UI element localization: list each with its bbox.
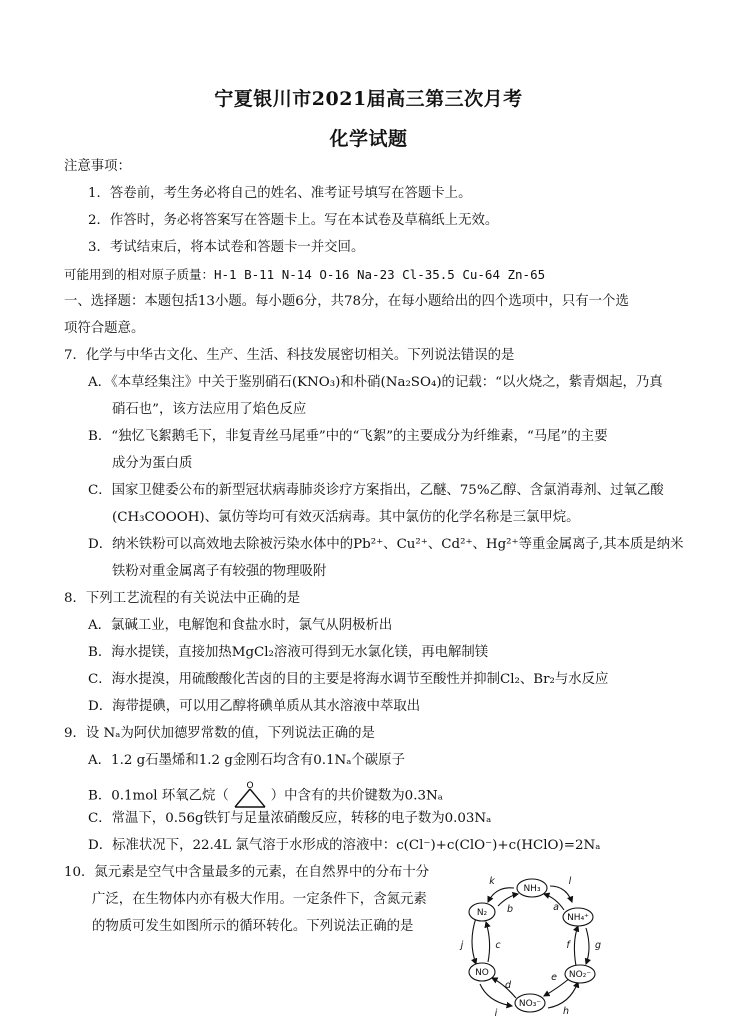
q9-option-a: A．1.2 g石墨烯和1.2 g金刚石均含有0.1Nₐ个碳原子: [88, 753, 405, 768]
notes-heading: 注意事项：: [64, 159, 131, 174]
arrow-f: [574, 926, 578, 966]
node-label-no3: NO₃⁻: [518, 999, 542, 1009]
arrow-label-h: h: [562, 1006, 570, 1017]
node-label-n2: N₂: [476, 908, 488, 918]
arrow-label-i: i: [494, 1008, 498, 1018]
arrow-e: [544, 978, 570, 996]
q8-stem: 8．下列工艺流程的有关说法中正确的是: [64, 591, 301, 606]
note-item-3: 3．考试结束后，将本试卷和答题卡一并交回。: [88, 240, 365, 255]
q7-option-a-line1: A．《本草经集注》中关于鉴别硝石(KNO₃)和朴硝(Na₂SO₄)的记载：“以火烧之，紫青烟起，乃真: [88, 375, 663, 390]
q9-option-b-text-after: ）中含有的共价键数为0.3Nₐ: [270, 788, 443, 804]
arrow-label-d: d: [504, 980, 512, 991]
q9-option-b-text-before: B．0.1mol 环氧乙烷（: [88, 788, 229, 804]
arrow-c: [486, 922, 490, 962]
epoxide-oxygen-label: O: [246, 781, 254, 791]
q9-option-b: [88, 781, 443, 811]
atomic-masses: 可能用到的相对原子质量：H-1 B-11 N-14 O-16 Na-23 Cl-35.5 Cu-64 Zn-65: [64, 267, 546, 282]
note-item-1: 1．答卷前，考生务必将自己的姓名、准考证号填写在答题卡上。: [88, 186, 472, 201]
arrow-label-c: c: [495, 940, 501, 951]
arrow-h: [548, 982, 578, 1008]
node-label-no: NO: [475, 968, 489, 978]
arrow-label-k: k: [489, 876, 495, 887]
q7-stem: 7．化学与中华古文化、生产、生活、科技发展密切相关。下列说法错误的是: [64, 348, 515, 363]
q9-stem: 9．设 Nₐ为阿伏加德罗常数的值，下列说法正确的是: [64, 726, 375, 741]
arrow-g: [586, 928, 589, 964]
arrow-label-j: j: [460, 940, 464, 951]
arrow-l: [550, 886, 572, 902]
q8-option-c: C．海水提溴，用硫酸酸化苦卤的目的主要是将海水调节至酸性并抑制Cl₂、Br₂与水反应: [88, 672, 609, 687]
q7-option-b-line2: 成分为蛋白质: [112, 456, 193, 471]
arrow-label-g: g: [594, 940, 602, 951]
q7-option-a-line2: 硝石也”，该方法应用了焰色反应: [112, 402, 307, 417]
section-instructions-line1: 一、选择题：本题包括13小题。每小题6分，共78分，在每小题给出的四个选项中，只有一个选: [64, 294, 629, 309]
epoxide-ring-icon: [229, 781, 271, 811]
q8-option-b: B．海水提镁，直接加热MgCl₂溶液可得到无水氯化镁，再电解制镁: [88, 645, 489, 660]
arrow-j: [472, 918, 476, 964]
node-label-nh4: NH₄⁺: [567, 913, 589, 923]
nitrogen-cycle-diagram: [452, 872, 612, 1018]
note-item-2: 2．作答时，务必将答案写在答题卡上。写在本试卷及草稿纸上无效。: [88, 213, 499, 228]
q9-option-d: D．标准状况下，22.4L 氯气溶于水形成的溶液中：c(Cl⁻)+c(ClO⁻)+c(HClO)=2Nₐ: [88, 838, 601, 853]
q10-stem-line3: 的物质可发生如图所示的循环转化。下列说法正确的是: [92, 919, 414, 934]
q7-option-b-line1: B．“独忆飞絮鹅毛下，非复青丝马尾垂”中的“飞絮”的主要成分为纤维素，“马尾”的主要: [88, 429, 608, 444]
q8-option-d: D．海带提碘，可以用乙醇将碘单质从其水溶液中萃取出: [88, 699, 421, 714]
q7-option-c-line2: (CH₃COOOH)、氯仿等均可有效灭活病毒。其中氯仿的化学名称是三氯甲烷。: [112, 510, 580, 525]
arrow-k: [488, 888, 514, 902]
node-label-nh3: NH₃: [523, 884, 541, 894]
arrow-label-l: l: [568, 876, 572, 887]
arrow-label-f: f: [566, 940, 570, 951]
q8-option-a: A．氯碱工业，电解饱和食盐水时，氯气从阴极析出: [88, 618, 393, 633]
q7-option-d-line1: D．纳米铁粉可以高效地去除被污染水体中的Pb²⁺、Cu²⁺、Cd²⁺、Hg²⁺等重金属离子,其本质是纳米: [88, 537, 684, 552]
q10-stem-line2: 广泛，在生物体内亦有极大作用。一定条件下，含氮元素: [92, 892, 427, 907]
q7-option-c-line1: C．国家卫健委公布的新型冠状病毒肺炎诊疗方案指出，乙醚、75%乙醇、含氯消毒剂、过氧乙酸: [88, 483, 664, 498]
arrow-label-e: e: [551, 972, 557, 983]
exam-title: 宁夏银川市2021届高三第三次月考: [214, 88, 523, 110]
q7-option-d-line2: 铁粉对重金属离子有较强的物理吸附: [112, 564, 327, 579]
arrow-label-a: a: [553, 902, 559, 913]
arrow-label-b: b: [506, 904, 514, 915]
section-instructions-line2: 项符合题意。: [64, 321, 145, 336]
q10-stem-line1: 10．氮元素是空气中含量最多的元素，在自然界中的分布十分: [64, 865, 430, 880]
q9-option-c: C．常温下，0.56g铁钉与足量浓硝酸反应，转移的电子数为0.03Nₐ: [88, 811, 492, 826]
exam-subtitle: 化学试题: [329, 128, 408, 150]
node-label-no2: NO₂⁻: [568, 970, 592, 980]
